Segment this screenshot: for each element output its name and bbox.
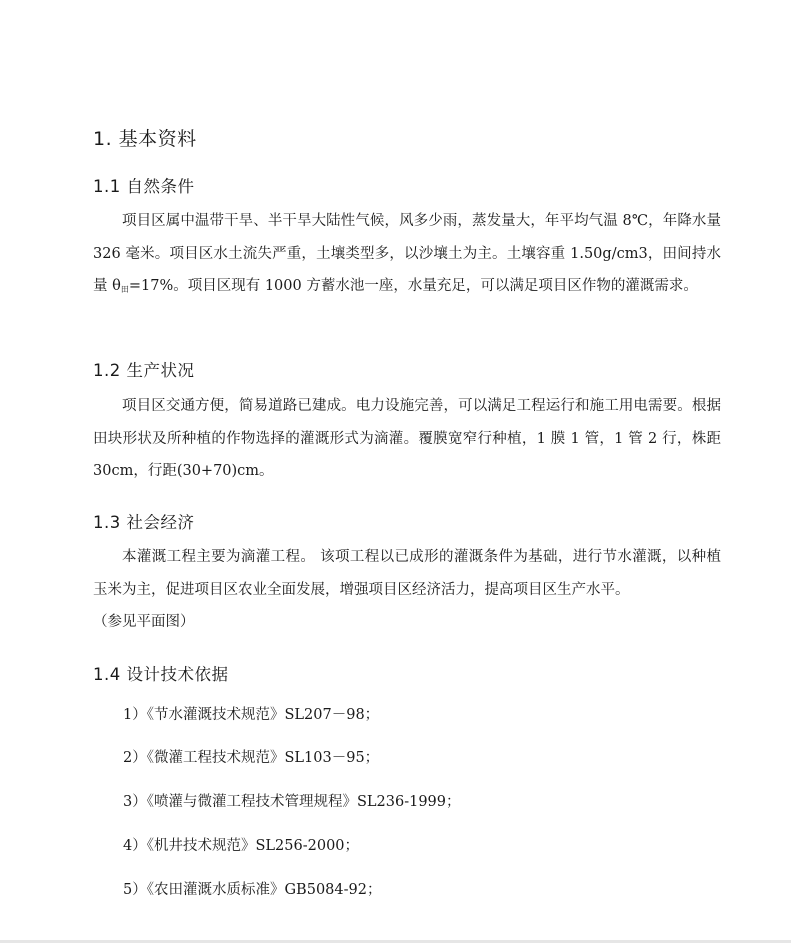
reference-item: 1）《节水灌溉技术规范》SL207－98； xyxy=(123,707,380,723)
paragraph-production-status: 项目区交通方便，简易道路已建成。电力设施完善，可以满足工程运行和施工用电需要。根据田块形状及所种植的作物选择的灌溉形式为滴灌。覆膜宽窄行种植，1 膜 1 管，1 管 2 行，株距 30cm，行距(30+70)cm。 xyxy=(93,398,721,479)
reference-item: 2）《微灌工程技术规范》SL103－95； xyxy=(123,750,380,766)
heading-social-economy: 1.3 社会经济 xyxy=(93,513,195,532)
heading-natural-conditions: 1.1 自然条件 xyxy=(93,177,195,196)
paragraph-natural-conditions xyxy=(93,205,721,307)
paragraph-note: （参见平面图） xyxy=(93,614,195,630)
reference-item: 4）《机井技术规范》SL256-2000； xyxy=(123,838,360,854)
heading-design-basis: 1.4 设计技术依据 xyxy=(93,665,229,684)
natural-text-part-2: =17%。项目区现有 1000 方蓄水池一座，水量充足，可以满足项目区作物的灌溉需求。 xyxy=(128,278,698,294)
reference-item: 3）《喷灌与微灌工程技术管理规程》SL236-1999； xyxy=(123,794,461,810)
heading-production-status: 1.2 生产状况 xyxy=(93,361,195,380)
natural-text-part-1: 项目区属中温带干旱、半干旱大陆性气候，风多少雨，蒸发量大，年平均气温 8℃，年降水量 326 毫米。项目区水土流失严重，土壤类型多，以沙壤土为主。土壤容重 1.50g/cm3，田间持水量 θ xyxy=(93,213,721,294)
heading-basic-data: 1. 基本资料 xyxy=(93,128,197,150)
reference-item: 5）《农田灌溉水质标准》GB5084-92； xyxy=(123,882,382,898)
paragraph-social-economy: 本灌溉工程主要为滴灌工程。 该项工程以已成形的灌溉条件为基础，进行节水灌溉，以种植玉米为主，促进项目区农业全面发展，增强项目区经济活力，提高项目区生产水平。 xyxy=(93,549,721,598)
natural-subscript: 田 xyxy=(120,285,129,294)
